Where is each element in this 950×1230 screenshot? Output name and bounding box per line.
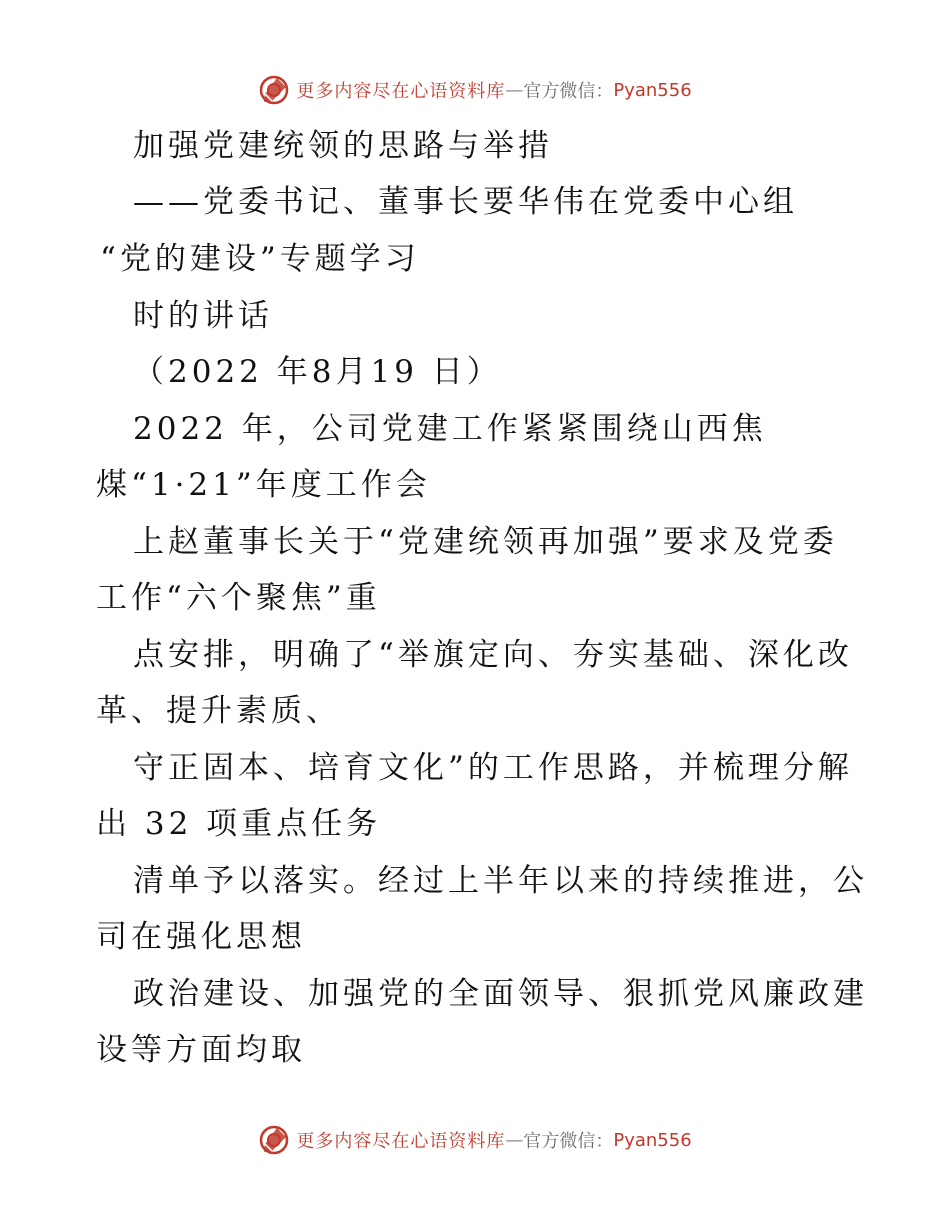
paragraph-line: 煤“1·21”年度工作会 — [96, 467, 431, 503]
pen-logo-icon — [258, 1124, 290, 1156]
watermark-brand: 更多内容尽在心语资料库 — [296, 81, 506, 102]
document-subtitle: ——党委书记、董事长要华伟在党委中心组 — [133, 184, 798, 220]
paragraph-line: 点安排，明确了“举旗定向、夯实基础、深化改 — [133, 637, 853, 673]
paragraph-line: 清单予以落实。经过上半年以来的持续推进，公 — [133, 863, 868, 899]
paragraph-line: 设等方面均取 — [96, 1032, 306, 1068]
document-title: 加强党建统领的思路与举措 — [133, 128, 553, 164]
paragraph-line: 革、提升素质、 — [96, 693, 341, 729]
document-subtitle-cont: “党的建设”专题学习 — [100, 241, 420, 277]
document-date: （2022 年8月19 日） — [133, 354, 502, 390]
paragraph-line: 司在强化思想 — [96, 919, 306, 955]
document-subtitle-end: 时的讲话 — [133, 298, 273, 334]
watermark-dash: — — [505, 79, 524, 101]
paragraph-line: 上赵董事长关于“党建统领再加强”要求及党委 — [133, 524, 838, 560]
paragraph-line: 政治建设、加强党的全面领导、狠抓党风廉政建 — [133, 976, 868, 1012]
paragraph-line: 出 32 项重点任务 — [96, 806, 382, 842]
watermark-brand: 更多内容尽在心语资料库 — [296, 1131, 506, 1152]
paragraph-line: 工作“六个聚焦”重 — [96, 580, 381, 616]
watermark-label: 官方微信： — [523, 1131, 614, 1152]
paragraph-line: 守正固本、培育文化”的工作思路，并梳理分解 — [133, 750, 853, 786]
watermark-label: 官方微信： — [523, 81, 614, 102]
watermark-dash: — — [505, 1129, 524, 1151]
paragraph-line: 2022 年，公司党建工作紧紧围绕山西焦 — [133, 411, 767, 447]
watermark-id: Pyan556 — [613, 1129, 692, 1151]
watermark-footer — [0, 1120, 950, 1160]
watermark-id: Pyan556 — [613, 79, 692, 101]
